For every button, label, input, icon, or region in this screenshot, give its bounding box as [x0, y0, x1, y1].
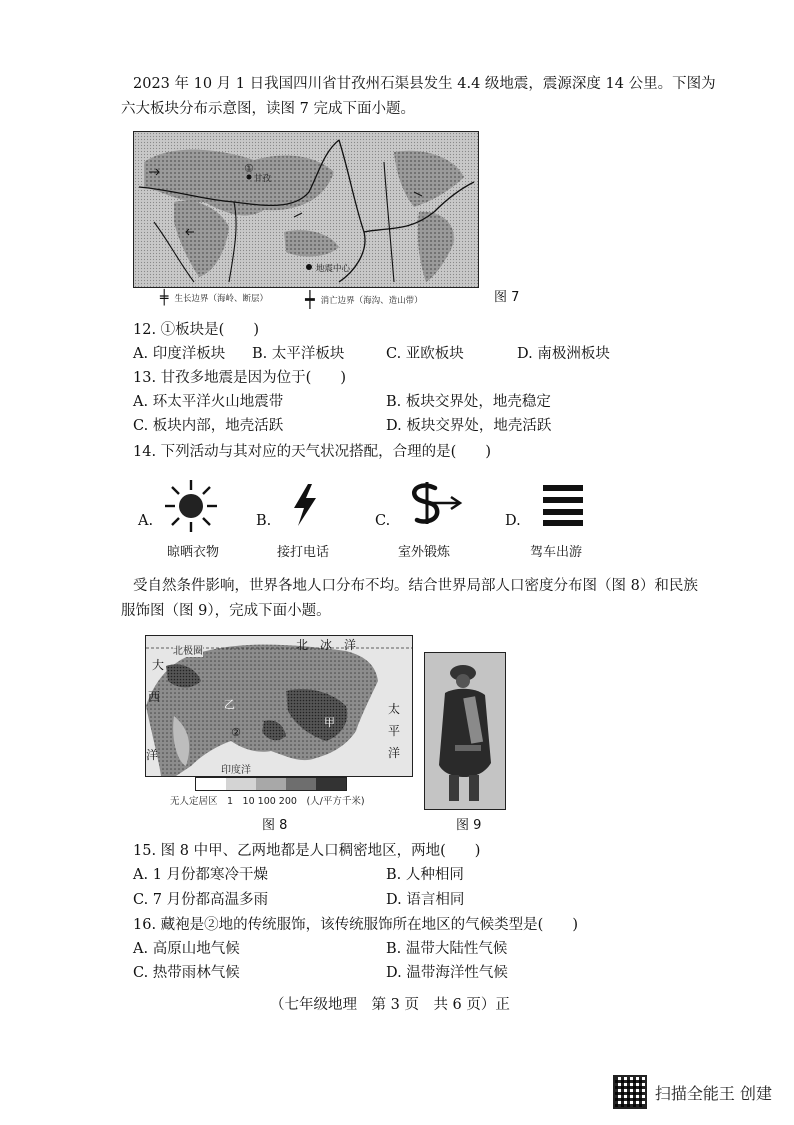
q13-option-a: A. 环太平洋火山地震带	[133, 394, 284, 410]
q16-option-c: C. 热带雨林气候	[133, 965, 240, 981]
atlantic-label-1: 大	[152, 658, 165, 672]
sun-icon	[163, 478, 219, 538]
tibet-marker-2: ②	[231, 726, 241, 739]
epicenter-label: 地震中心	[316, 264, 351, 274]
robe-photo-drawing	[425, 653, 505, 809]
intro-line: 服饰图（图 9），完成下面小题。	[121, 603, 331, 619]
q16-option-a: A. 高原山地气候	[133, 941, 240, 957]
q14-caption-a: 晾晒衣物	[167, 545, 220, 560]
arctic-ocean-label: 北 冰 洋	[296, 638, 357, 652]
wind-icon	[405, 480, 463, 530]
q14-letter-c: C.	[375, 513, 391, 529]
q14-caption-c: 室外锻炼	[398, 545, 451, 560]
pacific-label-3: 洋	[388, 746, 401, 760]
q15-option-a: A. 1 月份都寒冷干燥	[133, 867, 269, 883]
q14-letter-d: D.	[505, 513, 521, 529]
q14-caption-d: 驾车出游	[530, 545, 583, 560]
pacific-label-2: 平	[388, 724, 401, 738]
density-legend-text: 无人定居区 1 10 100 200 (人/平方千米)	[170, 796, 365, 807]
watermark-text: 扫描全能王 创建	[654, 1083, 772, 1103]
q15-option-c: C. 7 月份都高温多雨	[133, 892, 269, 908]
figure-9-tibetan-robe-photo	[424, 652, 506, 810]
figure-8-population-map	[145, 635, 413, 777]
q12-option-c: C. 亚欧板块	[386, 346, 464, 362]
atlantic-label-3: 洋	[146, 748, 159, 762]
intro-paragraph-1	[121, 72, 716, 122]
figure-8-label: 图 8	[262, 818, 288, 833]
legend-converge-text: 消亡边界（海沟、造山带）	[320, 295, 423, 306]
q14-letter-b: B.	[256, 513, 272, 529]
question-16-stem: 16. 藏袍是②地的传统服饰，该传统服饰所在地区的气候类型是( )	[133, 917, 578, 933]
atlantic-label-2: 西	[148, 690, 161, 704]
plate-map-drawing	[134, 132, 478, 287]
legend-converge	[305, 290, 423, 309]
question-13-stem: 13. 甘孜多地震是因为位于( )	[133, 370, 346, 386]
q13-option-b: B. 板块交界处，地壳稳定	[386, 394, 551, 410]
fog-icon	[541, 484, 585, 530]
plate-marker-1: ①	[244, 162, 254, 175]
arctic-circle-label: 北极圈	[173, 642, 203, 657]
q13-option-d: D. 板块交界处，地壳活跃	[386, 418, 552, 434]
scanner-watermark	[613, 1075, 772, 1109]
intro-line: 受自然条件影响，世界各地人口分布不均。结合世界局部人口密度分布图（图 8）和民族	[133, 578, 698, 594]
population-map-drawing	[146, 636, 412, 776]
q14-letter-a: A.	[138, 513, 154, 529]
legend-growth	[160, 290, 268, 306]
q15-option-d: D. 语言相同	[386, 892, 465, 908]
legend-growth-text: 生长边界（海岭、断层）	[174, 294, 268, 304]
question-12-stem: 12. ①板块是( )	[133, 322, 259, 338]
q16-option-d: D. 温带海洋性气候	[386, 965, 508, 981]
q12-option-d: D. 南极洲板块	[517, 346, 610, 362]
question-14-stem: 14. 下列活动与其对应的天气状况搭配，合理的是( )	[133, 444, 491, 460]
figure-9-label: 图 9	[456, 818, 482, 833]
q16-option-b: B. 温带大陆性气候	[386, 941, 508, 957]
q12-option-a: A. 印度洋板块	[133, 346, 226, 362]
pacific-label-1: 太	[388, 702, 401, 716]
growth-boundary-icon: ╪	[160, 290, 169, 306]
region-label-jia: 甲	[324, 716, 335, 729]
lightning-icon	[288, 482, 322, 532]
qr-code-icon	[613, 1075, 647, 1109]
q13-option-c: C. 板块内部，地壳活跃	[133, 418, 284, 434]
q14-caption-b: 接打电话	[277, 545, 330, 560]
epicenter-dot	[306, 264, 312, 270]
intro-line: 2023 年 10 月 1 日我国四川省甘孜州石渠县发生 4.4 级地震，震源深度 14 公里。下图为	[133, 76, 716, 92]
ganzi-dot	[247, 175, 252, 180]
figure-7-label: 图 7	[494, 290, 520, 305]
place-label-ganzi: 甘孜	[254, 174, 272, 184]
intro-paragraph-2	[121, 574, 698, 624]
density-legend-bar	[195, 777, 347, 791]
region-label-yi: 乙	[224, 698, 235, 711]
q12-option-b: B. 太平洋板块	[252, 346, 345, 362]
convergent-boundary-icon: ┿	[305, 290, 315, 309]
page-footer: （七年级地理 第 3 页 共 6 页）正	[270, 997, 510, 1013]
figure-7-plate-map	[133, 131, 479, 288]
question-15-stem: 15. 图 8 中甲、乙两地都是人口稠密地区，两地( )	[133, 843, 481, 859]
q15-option-b: B. 人种相同	[386, 867, 464, 883]
intro-line: 六大板块分布示意图，读图 7 完成下面小题。	[121, 101, 415, 117]
indian-ocean-label: 印度洋	[221, 765, 251, 776]
